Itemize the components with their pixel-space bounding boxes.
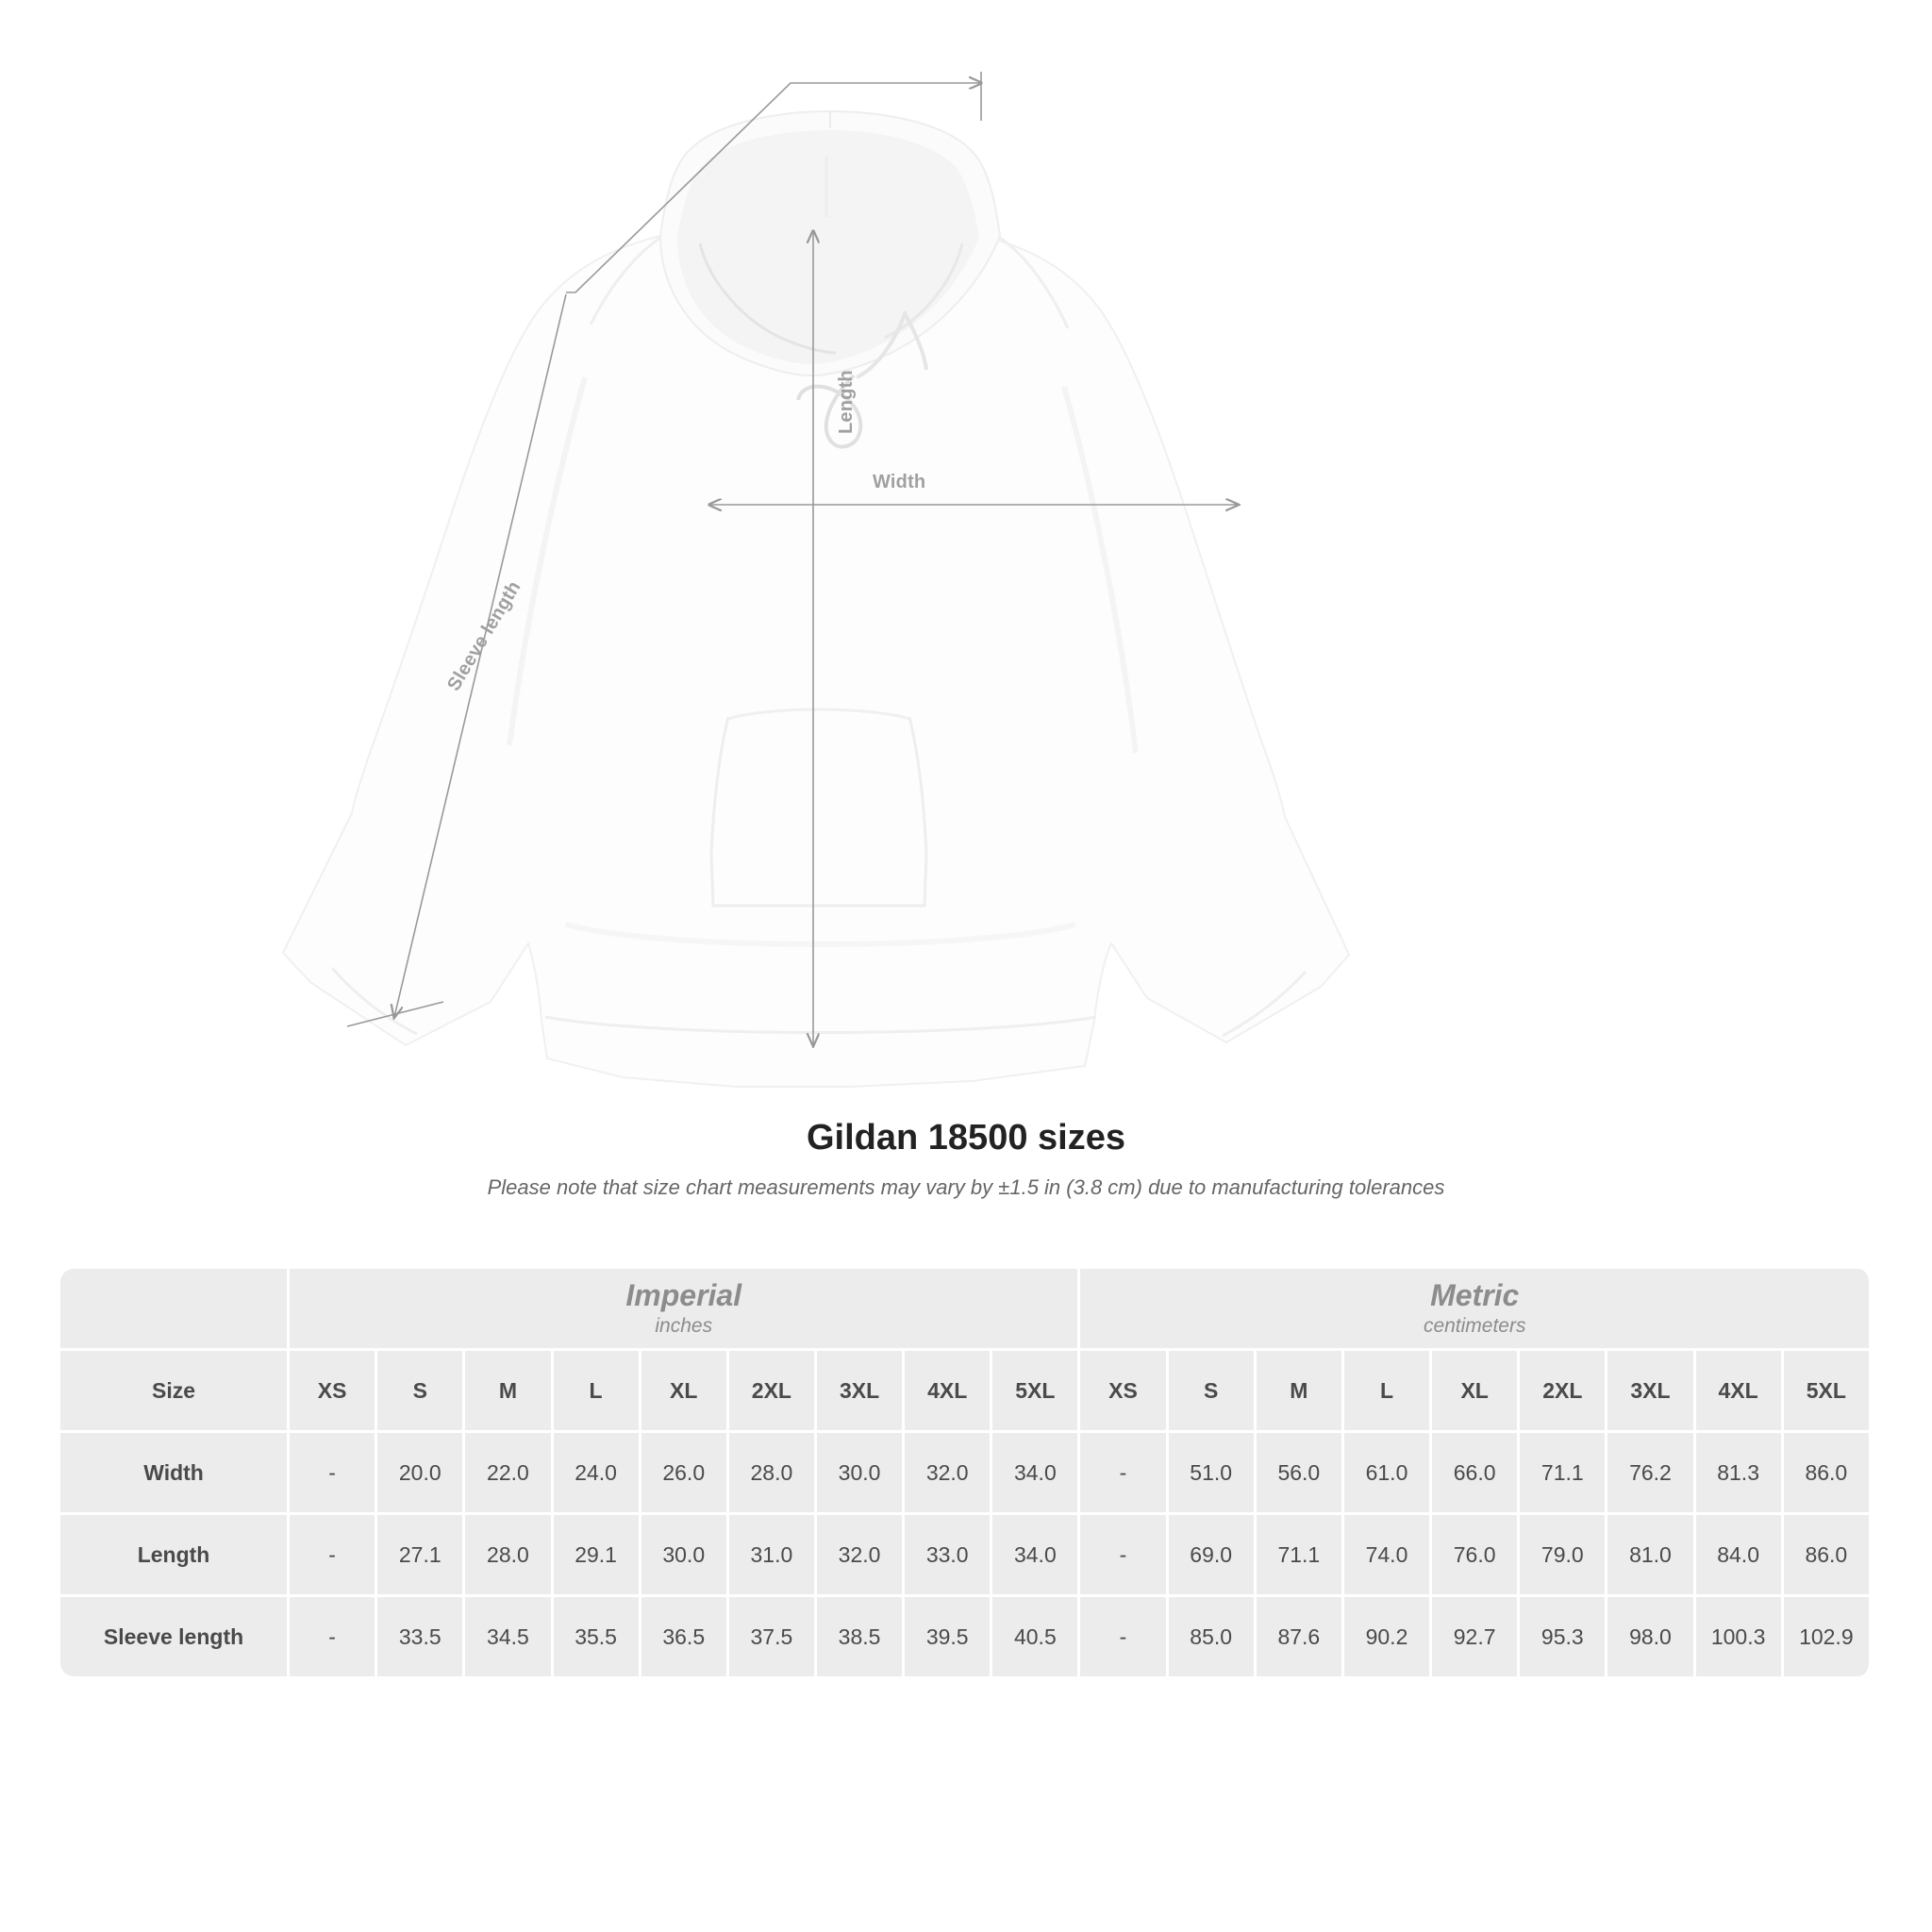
metric-title: Metric [1430,1277,1520,1312]
size-col-imperial-l: L [554,1351,641,1433]
cell-length-imperial-xs: - [290,1515,377,1597]
cell-length-imperial-5xl: 34.0 [992,1515,1080,1597]
row-label-width: Width [60,1433,290,1515]
row-label-sleeve-length: Sleeve length [60,1597,290,1676]
cell-sleeve-metric-2xl: 95.3 [1520,1597,1607,1676]
size-col-imperial-2xl: 2XL [729,1351,817,1433]
cell-sleeve-imperial-2xl: 37.5 [729,1597,817,1676]
size-col-metric-2xl: 2XL [1520,1351,1607,1433]
imperial-title: Imperial [625,1277,742,1312]
metric-sub: centimeters [1423,1314,1526,1337]
cell-width-imperial-s: 20.0 [377,1433,465,1515]
cell-length-metric-l: 74.0 [1344,1515,1432,1597]
table-row-sleeve-length [60,1597,1872,1676]
cell-length-imperial-3xl: 32.0 [817,1515,905,1597]
size-col-imperial-s: S [377,1351,465,1433]
cell-length-metric-xs: - [1080,1515,1168,1597]
unit-header-row [60,1269,1872,1351]
cell-width-imperial-4xl: 32.0 [905,1433,992,1515]
cell-width-imperial-xl: 26.0 [641,1433,729,1515]
cell-length-metric-2xl: 79.0 [1520,1515,1607,1597]
cell-length-metric-5xl: 86.0 [1784,1515,1872,1597]
cell-width-imperial-3xl: 30.0 [817,1433,905,1515]
cell-sleeve-imperial-m: 34.5 [465,1597,553,1676]
size-col-imperial-4xl: 4XL [905,1351,992,1433]
imperial-header [290,1269,1080,1351]
size-col-imperial-m: M [465,1351,553,1433]
size-col-metric-3xl: 3XL [1607,1351,1695,1433]
cell-length-metric-4xl: 84.0 [1696,1515,1784,1597]
cell-width-metric-xs: - [1080,1433,1168,1515]
cell-sleeve-metric-m: 87.6 [1257,1597,1344,1676]
cell-length-imperial-2xl: 31.0 [729,1515,817,1597]
hoodie-shape [283,111,1349,1087]
cell-sleeve-imperial-3xl: 38.5 [817,1597,905,1676]
cell-sleeve-metric-4xl: 100.3 [1696,1597,1784,1676]
size-col-imperial-xs: XS [290,1351,377,1433]
size-table-wrap [60,1269,1872,1676]
size-col-metric-xl: XL [1432,1351,1520,1433]
imperial-sub: inches [655,1314,713,1337]
cell-width-metric-4xl: 81.3 [1696,1433,1784,1515]
cell-width-imperial-l: 24.0 [554,1433,641,1515]
cell-width-metric-xl: 66.0 [1432,1433,1520,1515]
cell-sleeve-imperial-4xl: 39.5 [905,1597,992,1676]
cell-length-imperial-xl: 30.0 [641,1515,729,1597]
size-col-imperial-5xl: 5XL [992,1351,1080,1433]
size-col-metric-xs: XS [1080,1351,1168,1433]
cell-width-metric-3xl: 76.2 [1607,1433,1695,1515]
cell-length-imperial-4xl: 33.0 [905,1515,992,1597]
cell-sleeve-imperial-5xl: 40.5 [992,1597,1080,1676]
cell-sleeve-imperial-xl: 36.5 [641,1597,729,1676]
size-col-metric-5xl: 5XL [1784,1351,1872,1433]
cell-width-imperial-xs: - [290,1433,377,1515]
size-col-metric-l: L [1344,1351,1432,1433]
tolerance-note: Please note that size chart measurements may vary by ±1.5 in (3.8 cm) due to manufacturing tolerances [487,1175,1445,1199]
length-label: Length [836,370,857,434]
cell-width-metric-s: 51.0 [1169,1433,1257,1515]
page-title: Gildan 18500 sizes [807,1118,1125,1158]
table-row-length [60,1515,1872,1597]
size-col-metric-4xl: 4XL [1696,1351,1784,1433]
size-table [60,1269,1872,1676]
table-row-width [60,1433,1872,1515]
cell-length-metric-xl: 76.0 [1432,1515,1520,1597]
title-block [0,1118,1932,1200]
cell-sleeve-metric-l: 90.2 [1344,1597,1432,1676]
cell-sleeve-metric-xl: 92.7 [1432,1597,1520,1676]
size-header-row [60,1351,1872,1433]
size-col-imperial-3xl: 3XL [817,1351,905,1433]
cell-length-imperial-s: 27.1 [377,1515,465,1597]
metric-header [1080,1269,1872,1351]
cell-width-metric-5xl: 86.0 [1784,1433,1872,1515]
cell-length-metric-3xl: 81.0 [1607,1515,1695,1597]
cell-width-metric-l: 61.0 [1344,1433,1432,1515]
sleeve-length-label: Sleeve length [443,577,525,695]
cell-sleeve-imperial-l: 35.5 [554,1597,641,1676]
size-col-metric-m: M [1257,1351,1344,1433]
size-header-cell: Size [60,1351,290,1433]
cell-sleeve-metric-3xl: 98.0 [1607,1597,1695,1676]
cell-sleeve-metric-xs: - [1080,1597,1168,1676]
cell-sleeve-metric-s: 85.0 [1169,1597,1257,1676]
cell-length-imperial-m: 28.0 [465,1515,553,1597]
size-col-metric-s: S [1169,1351,1257,1433]
cell-width-imperial-m: 22.0 [465,1433,553,1515]
cell-length-imperial-l: 29.1 [554,1515,641,1597]
unit-header-blank [60,1269,290,1351]
cell-width-imperial-2xl: 28.0 [729,1433,817,1515]
cell-length-metric-m: 71.1 [1257,1515,1344,1597]
width-label: Width [873,472,926,492]
cell-sleeve-imperial-s: 33.5 [377,1597,465,1676]
size-col-imperial-xl: XL [641,1351,729,1433]
cell-sleeve-imperial-xs: - [290,1597,377,1676]
cell-width-metric-m: 56.0 [1257,1433,1344,1515]
row-label-length: Length [60,1515,290,1597]
cell-width-metric-2xl: 71.1 [1520,1433,1607,1515]
cell-length-metric-s: 69.0 [1169,1515,1257,1597]
cell-width-imperial-5xl: 34.0 [992,1433,1080,1515]
cell-sleeve-metric-5xl: 102.9 [1784,1597,1872,1676]
